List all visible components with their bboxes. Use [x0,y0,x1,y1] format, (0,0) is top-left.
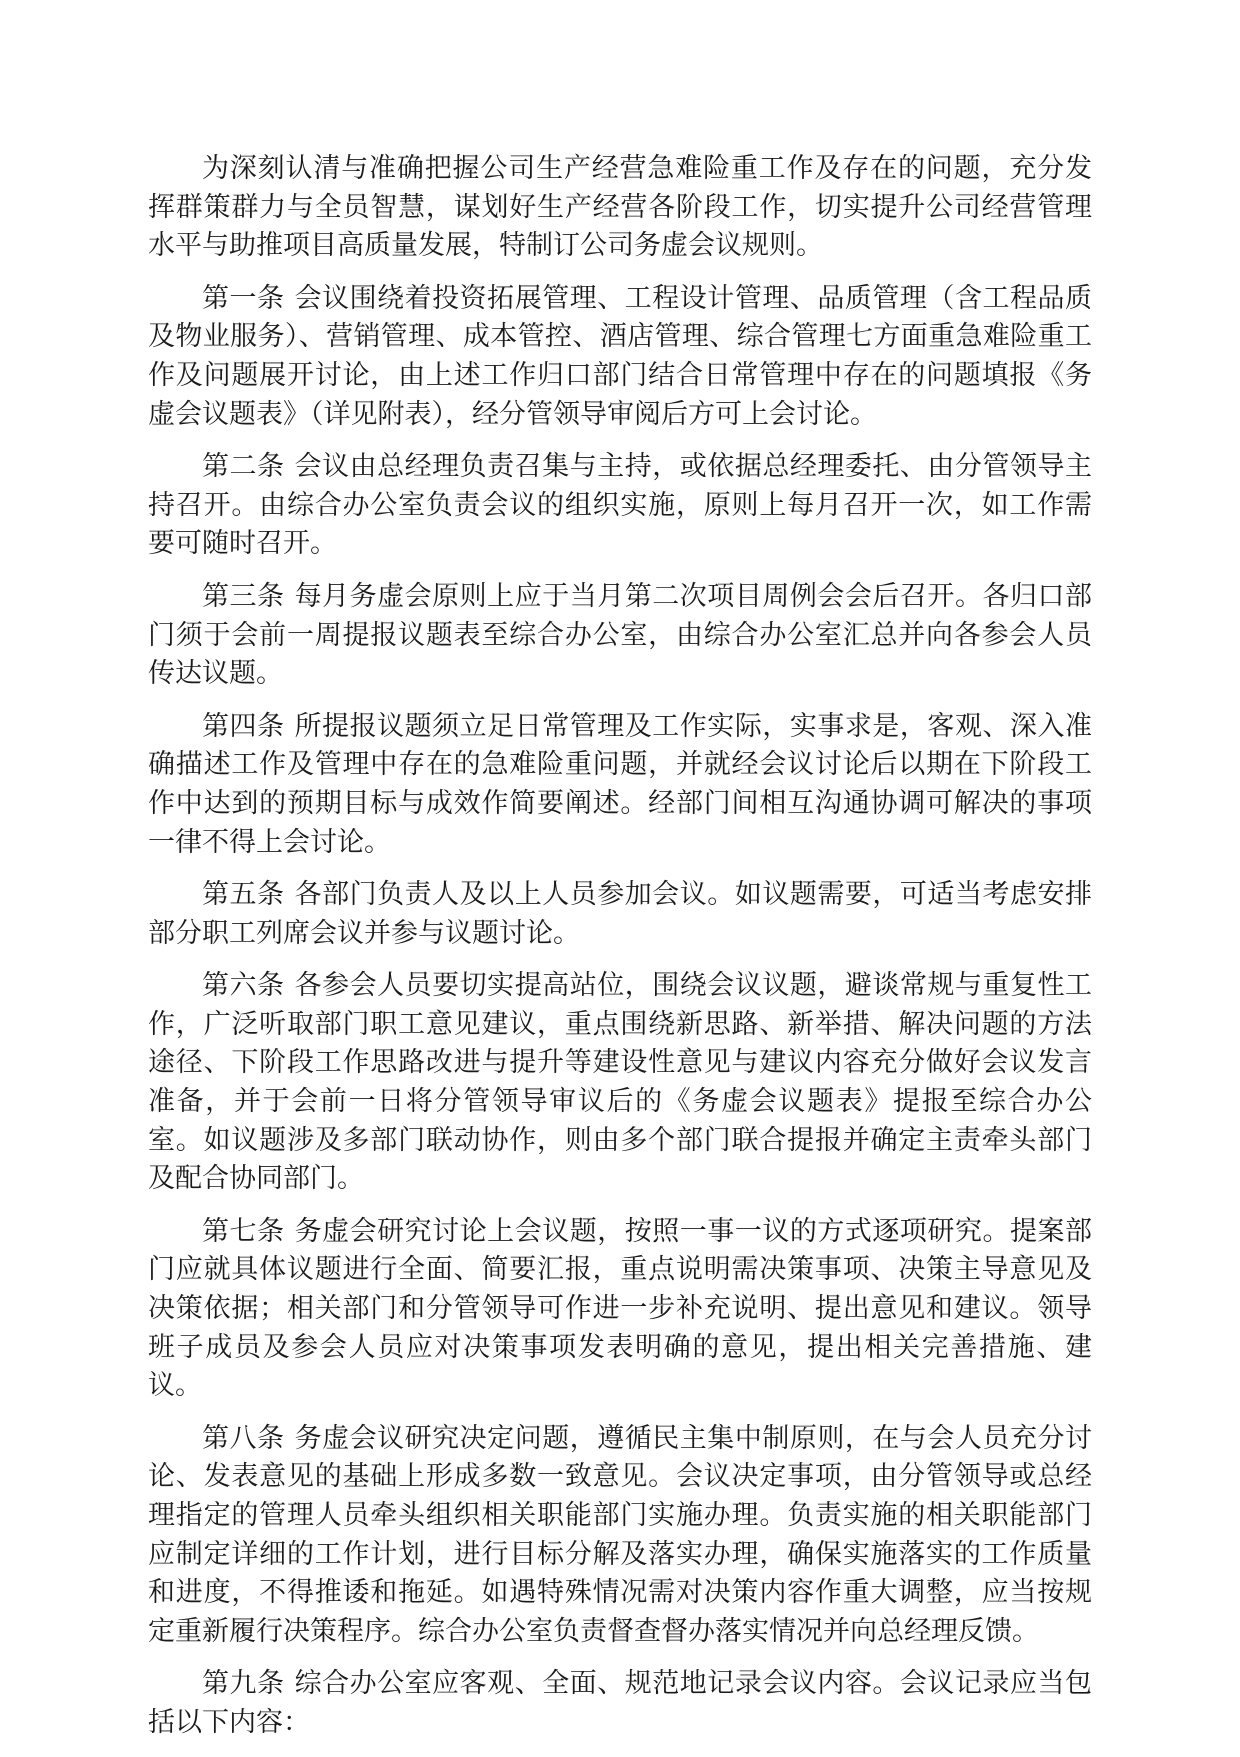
article-3 [148,578,1092,694]
article-label: 第三条 [202,580,285,612]
article-8 [148,1420,1092,1652]
article-text: 会议由总经理负责召集与主持，或依据总经理委托、由分管领导主持召开。由综合办公室负责会议的组织实施，原则上每月召开一次，如工作需要可随时召开。 [148,451,1093,560]
document-body [148,150,1092,1757]
article-label: 第七条 [202,1215,285,1247]
article-text: 各参会人员要切实提高站位，围绕会议议题，避谈常规与重复性工作，广泛听取部门职工意见建议，重点围绕新思路、新举措、解决问题的方法途径、下阶段工作思路改进与提升等建设性意见与建议内容充分做好会议发言准备，并于会前一日将分管领导审议后的《务虚会议题表》提报至综合办公室。如议题涉及多部门联动协作，则由多个部门联合提报并确定主责牵头部门及配合协同部门。 [148,970,1093,1195]
article-label: 第八条 [202,1422,285,1454]
article-9 [148,1665,1092,1742]
article-label: 第一条 [202,282,285,314]
article-text: 综合办公室应客观、全面、规范地记录会议内容。会议记录应当包括以下内容： [148,1668,1093,1738]
article-text: 会议围绕着投资拓展管理、工程设计管理、品质管理（含工程品质及物业服务）、营销管理、成本管控、酒店管理、综合管理七方面重急难险重工作及问题展开讨论，由上述工作归口部门结合日常管理中存在的问题填报《务虚会议题表》（详见附表），经分管领导审阅后方可上会讨论。 [148,282,1093,430]
article-5 [148,876,1092,953]
article-label: 第二条 [202,451,285,483]
article-text: 务虚会议研究决定问题，遵循民主集中制原则，在与会人员充分讨论、发表意见的基础上形成多数一致意见。会议决定事项，由分管领导或总经理指定的管理人员牵头组织相关职能部门实施办理。负责实施的相关职能部门应制定详细的工作计划，进行目标分解及落实办理，确保实施落实的工作质量和进度，不得推诿和拖延。如遇特殊情况需对决策内容作重大调整，应当按规定重新履行决策程序。综合办公室负责督查督办落实情况并向总经理反馈。 [148,1422,1093,1647]
article-text: 所提报议题须立足日常管理及工作实际，实事求是，客观、深入准确描述工作及管理中存在的急难险重问题，并就经会议讨论后以期在下阶段工作中达到的预期目标与成效作简要阐述。经部门间相互沟通协调可解决的事项一律不得上会讨论。 [148,710,1093,858]
article-text: 各部门负责人及以上人员参加会议。如议题需要，可适当考虑安排部分职工列席会议并参与议题讨论。 [148,879,1093,949]
article-text: 务虚会研究讨论上会议题，按照一事一议的方式逐项研究。提案部门应就具体议题进行全面、简要汇报，重点说明需决策事项、决策主导意见及决策依据；相关部门和分管领导可作进一步补充说明、提出意见和建议。领导班子成员及参会人员应对决策事项发表明确的意见，提出相关完善措施、建议。 [148,1215,1093,1402]
article-label: 第九条 [202,1668,285,1700]
article-7 [148,1213,1092,1406]
article-text: 每月务虚会原则上应于当月第二次项目周例会会后召开。各归口部门须于会前一周提报议题表至综合办公室，由综合办公室汇总并向各参会人员传达议题。 [148,580,1093,690]
article-1 [148,280,1092,434]
article-4 [148,708,1092,862]
article-label: 第六条 [202,970,285,1002]
article-2 [148,448,1092,564]
article-label: 第五条 [202,879,285,911]
intro-paragraph: 为深刻认清与准确把握公司生产经营急难险重工作及存在的问题，充分发挥群策群力与全员智慧，谋划好生产经营各阶段工作，切实提升公司经营管理水平与助推项目高质量发展，特制订公司务虚会议规则。 [148,153,1092,262]
article-6 [148,967,1092,1199]
article-label: 第四条 [202,710,285,742]
